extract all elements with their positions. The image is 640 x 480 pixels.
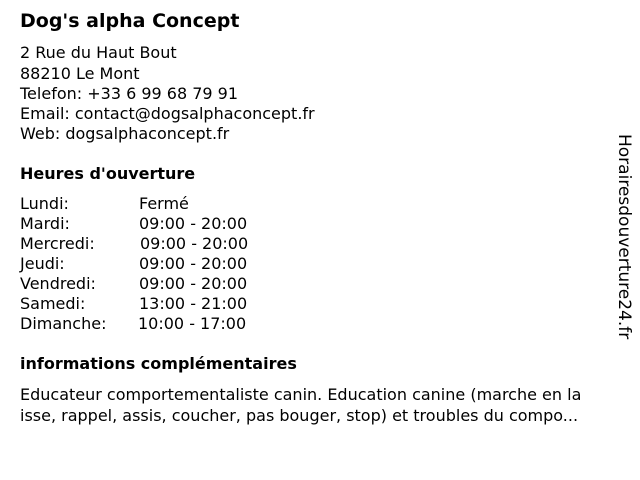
website-link[interactable]: Web: dogsalphaconcept.fr [20,124,230,143]
hours-day: Vendredi: [20,274,96,293]
hours-row-saturday [20,294,320,314]
hours-time: 13:00 - 21:00 [139,294,248,313]
email-address[interactable]: Email: contact@dogsalphaconcept.fr [20,104,315,123]
hours-row-monday [20,194,320,214]
address-street: 2 Rue du Haut Bout [20,43,177,62]
hours-day: Mardi: [20,214,70,233]
hours-time: 10:00 - 17:00 [138,314,247,333]
hours-row-friday [20,274,320,294]
opening-hours-heading: Heures d'ouverture [20,164,196,183]
hours-time: 09:00 - 20:00 [139,254,248,273]
hours-day: Dimanche: [20,314,107,333]
hours-day: Jeudi: [20,254,65,273]
phone-number[interactable]: Telefon: +33 6 99 68 79 91 [20,84,239,103]
address-city: 88210 Le Mont [20,64,140,83]
additional-info-text [20,384,630,426]
additional-info-heading: informations complémentaires [20,354,297,373]
site-watermark[interactable]: Horairesdouverture24.fr [614,134,634,340]
hours-time: 09:00 - 20:00 [139,214,248,233]
hours-row-wednesday [20,234,320,254]
hours-row-tuesday [20,214,320,234]
hours-time: 09:00 - 20:00 [140,234,249,253]
info-line: Educateur comportementaliste canin. Education canine (marche en la [20,385,582,404]
info-line: isse, rappel, assis, coucher, pas bouger, stop) et troubles du compo... [20,406,579,425]
hours-time: Fermé [139,194,189,213]
hours-row-thursday [20,254,320,274]
business-name: Dog's alpha Concept [20,10,240,32]
hours-day: Samedi: [20,294,86,313]
hours-day: Mercredi: [20,234,95,253]
hours-time: 09:00 - 20:00 [139,274,248,293]
hours-day: Lundi: [20,194,69,213]
hours-row-sunday [20,314,320,334]
